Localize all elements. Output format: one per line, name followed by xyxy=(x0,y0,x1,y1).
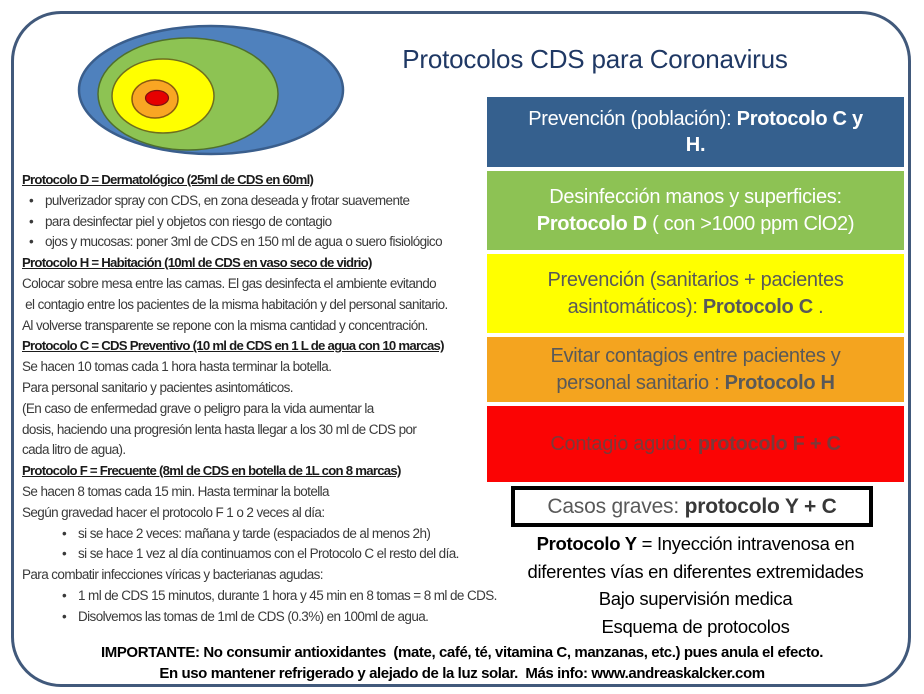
protocol-heading: Protocolo F = Frecuente (8ml de CDS en botella de 1L con 8 marcas) xyxy=(22,463,401,479)
bullet-text: ojos y mucosas: poner 3ml de CDS en 150 ml de agua o suero fisiológico xyxy=(45,234,442,250)
label-run: Casos graves: xyxy=(547,494,685,518)
bullet-text: 1 ml de CDS 15 minutos, durante 1 hora y 45 min en 8 tomas = 8 ml de CDS. xyxy=(78,587,497,603)
bullet-text: Disolvemos las tomas de 1ml de CDS (0.3%) en 100ml de agua. xyxy=(78,608,429,624)
protocol-line xyxy=(22,544,492,565)
label-run: Esquema de protocolos xyxy=(601,615,790,637)
page-title: Protocolos CDS para Coronavirus xyxy=(402,44,788,74)
protocol-line xyxy=(22,524,492,545)
protocol-details xyxy=(22,170,497,628)
label-run: = Inyección intravenosa en xyxy=(636,533,855,554)
bullet-text: pulverizador spray con CDS, en zona deseada y frotar suavemente xyxy=(45,192,410,208)
label-run: Prevención (sanitarios + pacientes xyxy=(547,269,844,291)
box-label xyxy=(498,106,894,159)
important-note xyxy=(20,643,904,684)
label-bold-run: Protocolo H xyxy=(724,371,835,394)
protocol-line xyxy=(22,191,492,212)
box-evitar-contagios xyxy=(487,337,904,402)
label-bold-run: Protocolo Y xyxy=(536,533,637,554)
bullet-text: para desinfectar piel y objetos con riesgo de contagio xyxy=(45,213,332,229)
box-desinfeccion-manos-superficies xyxy=(487,171,904,250)
box-casos-graves xyxy=(511,486,873,527)
venn-ellipse-red xyxy=(146,91,169,106)
protocol-y-line xyxy=(487,530,904,558)
protocol-heading: Protocolo H = Habitación (10ml de CDS en vaso seco de vidrio) xyxy=(22,255,372,271)
protocol-y-line xyxy=(487,558,904,586)
protocol-y-line xyxy=(487,613,904,641)
protocol-line xyxy=(22,212,492,233)
box-label xyxy=(498,267,894,320)
label-run: asintomáticos): xyxy=(567,295,703,318)
label-bold-run: Protocolo D xyxy=(536,212,647,235)
label-bold-run: protocolo Y + C xyxy=(684,494,837,518)
box-prevencion-sanitarios xyxy=(487,254,904,333)
protocol-line: Se hacen 8 tomas cada 15 min. Hasta terminar la botella xyxy=(22,483,329,499)
label-run: personal sanitario : xyxy=(556,371,725,394)
bullet-icon: • xyxy=(62,546,67,562)
protocol-y-note xyxy=(487,530,904,640)
box-label xyxy=(498,431,894,458)
label-run: Desinfección manos y superficies: xyxy=(549,186,842,208)
label-run: diferentes vías en diferentes extremidades xyxy=(527,560,864,582)
bullet-icon: • xyxy=(29,213,34,229)
label-bold-run: Protocolo C y xyxy=(736,107,863,130)
box-label xyxy=(498,184,894,237)
bullet-icon: • xyxy=(62,608,67,624)
bullet-icon: • xyxy=(62,587,67,603)
protocol-line xyxy=(22,607,492,628)
protocol-line: cada litro de agua). xyxy=(22,442,126,458)
box-contagio-agudo xyxy=(487,406,904,482)
important-line-2: En uso mantener refrigerado y alejado de la luz solar. Más info: www.andreaskalcker.com xyxy=(159,664,765,682)
important-line-1: IMPORTANTE: No consumir antioxidantes (mate, café, té, vitamina C, manzanas, etc.) pues anula el efecto. xyxy=(100,644,824,661)
protocol-line: Colocar sobre mesa entre las camas. El gas desinfecta el ambiente evitando xyxy=(22,275,437,291)
label-run: . xyxy=(812,295,824,318)
protocol-line xyxy=(22,232,492,253)
concentric-ellipses-diagram xyxy=(76,24,346,158)
protocol-y-line xyxy=(487,585,904,613)
protocol-line: el contagio entre los pacientes de la misma habitación y del personal sanitario. xyxy=(22,296,448,312)
bullet-icon: • xyxy=(29,234,34,250)
label-bold-run: H. xyxy=(685,134,706,156)
protocol-heading: Protocolo C = CDS Preventivo (10 ml de CDS en 1 L de agua con 10 marcas) xyxy=(22,338,444,354)
bullet-text: si se hace 1 vez al día continuamos con el Protocolo C el resto del día. xyxy=(78,546,459,562)
label-run: Evitar contagios entre pacientes y xyxy=(550,345,841,367)
protocol-line: (En caso de enfermedad grave o peligro para la vida aumentar la xyxy=(22,400,374,416)
label-bold-run: Protocolo C xyxy=(702,295,813,318)
protocol-line: Para combatir infecciones víricas y bacterianas agudas: xyxy=(22,567,323,583)
label-bold-run: protocolo F + C xyxy=(697,432,841,455)
bullet-text: si se hace 2 veces: mañana y tarde (espaciados de al menos 2h) xyxy=(78,525,431,541)
protocol-line: dosis, haciendo una progresión lenta hasta llegar a los 30 ml de CDS por xyxy=(22,421,417,437)
box-label xyxy=(498,343,894,396)
protocol-heading: Protocolo D = Dermatológico (25ml de CDS en 60ml) xyxy=(22,172,314,187)
protocol-line: Se hacen 10 tomas cada 1 hora hasta terminar la botella. xyxy=(22,359,332,375)
label-run: Contagio agudo: xyxy=(550,432,698,455)
bullet-icon: • xyxy=(29,192,34,208)
label-run: ( con >1000 ppm ClO2) xyxy=(646,212,855,235)
box-prevencion-poblacion xyxy=(487,97,904,167)
protocol-line xyxy=(22,586,497,607)
protocol-line: Para personal sanitario y pacientes asintomáticos. xyxy=(22,379,293,395)
label-run: Prevención (población): xyxy=(528,107,737,130)
label-run: Bajo supervisión medica xyxy=(598,588,793,609)
protocol-line: Al volverse transparente se repone con la misma cantidad y concentración. xyxy=(22,317,428,333)
bullet-icon: • xyxy=(62,525,67,541)
protocol-line: Según gravedad hacer el protocolo F 1 o 2 veces al día: xyxy=(22,504,325,520)
